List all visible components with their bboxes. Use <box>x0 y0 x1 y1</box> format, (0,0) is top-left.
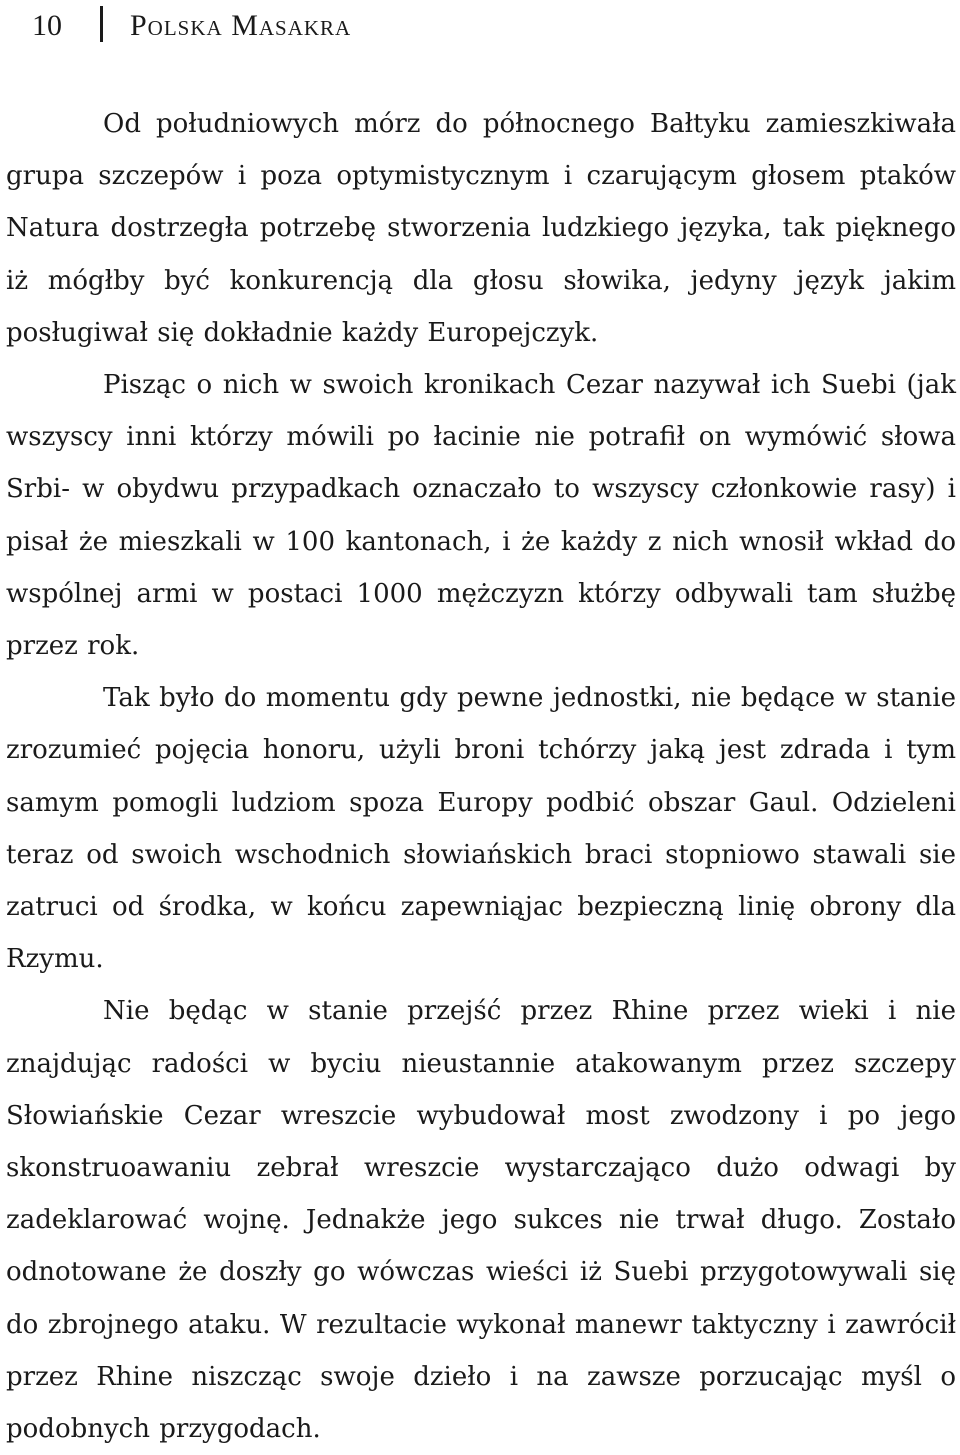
body-text <box>6 98 956 1455</box>
running-title: Polska Masakra <box>130 9 352 42</box>
paragraph-2: Pisząc o nich w swoich kronikach Cezar nazywał ich Suebi (jak wszyscy inni którzy mówili po łacinie nie potrafił on wymówić słowa Srbi- w obydwu przypadkach oznaczało to wszyscy członkowie rasy) i pisał że mieszkali w 100 kantonach, i że każdy z nich wnosił wkład do wspólnej armi w postaci 1000 mężczyzn którzy odbywali tam służbę przez rok. <box>6 370 956 662</box>
header-divider <box>100 6 103 42</box>
paragraph-3: Tak było do momentu gdy pewne jednostki, nie będące w stanie zrozumieć pojęcia honoru, użyli broni tchórzy jaką jest zdrada i tym samym pomogli ludziom spoza Europy podbić obszar Gaul. Odzieleni teraz od swoich wschodnich słowiańskich braci stopniowo stawali sie zatruci od środka, w końcu zapewniąjac bezpieczną linię obrony dla Rzymu. <box>6 683 956 975</box>
paragraph-4: Nie będąc w stanie przejść przez Rhine przez wieki i nie znajdując radości w byciu nieustannie atakowanym przez szczepy Słowiańskie Cezar wreszcie wybudował most zwodzony i po jego skonstruoawaniu zebrał wreszcie wystarczająco dużo odwagi by zadeklarować wojnę. Jednakże jego sukces nie trwał długo. Zostało odnotowane że doszły go wówczas wieści iż Suebi przygotowywali się do zbrojnego ataku. W rezultacie wykonał manewr taktyczny i zawrócił przez Rhine niszcząc swoje dzieło i na zawsze porzucając myśl o podobnych przygodach. <box>6 996 956 1445</box>
paragraph-1: Od południowych mórz do północnego Bałtyku zamieszkiwała grupa szczepów i poza optymistycznym i czarującym głosem ptaków Natura dostrzegła potrzebę stworzenia ludzkiego języka, tak pięknego iż mógłby być konkurencją dla głosu słowika, jedyny język jakim posługiwał się dokładnie każdy Europejczyk. <box>6 109 956 348</box>
page-number: 10 <box>32 9 62 42</box>
page-header <box>0 0 960 52</box>
